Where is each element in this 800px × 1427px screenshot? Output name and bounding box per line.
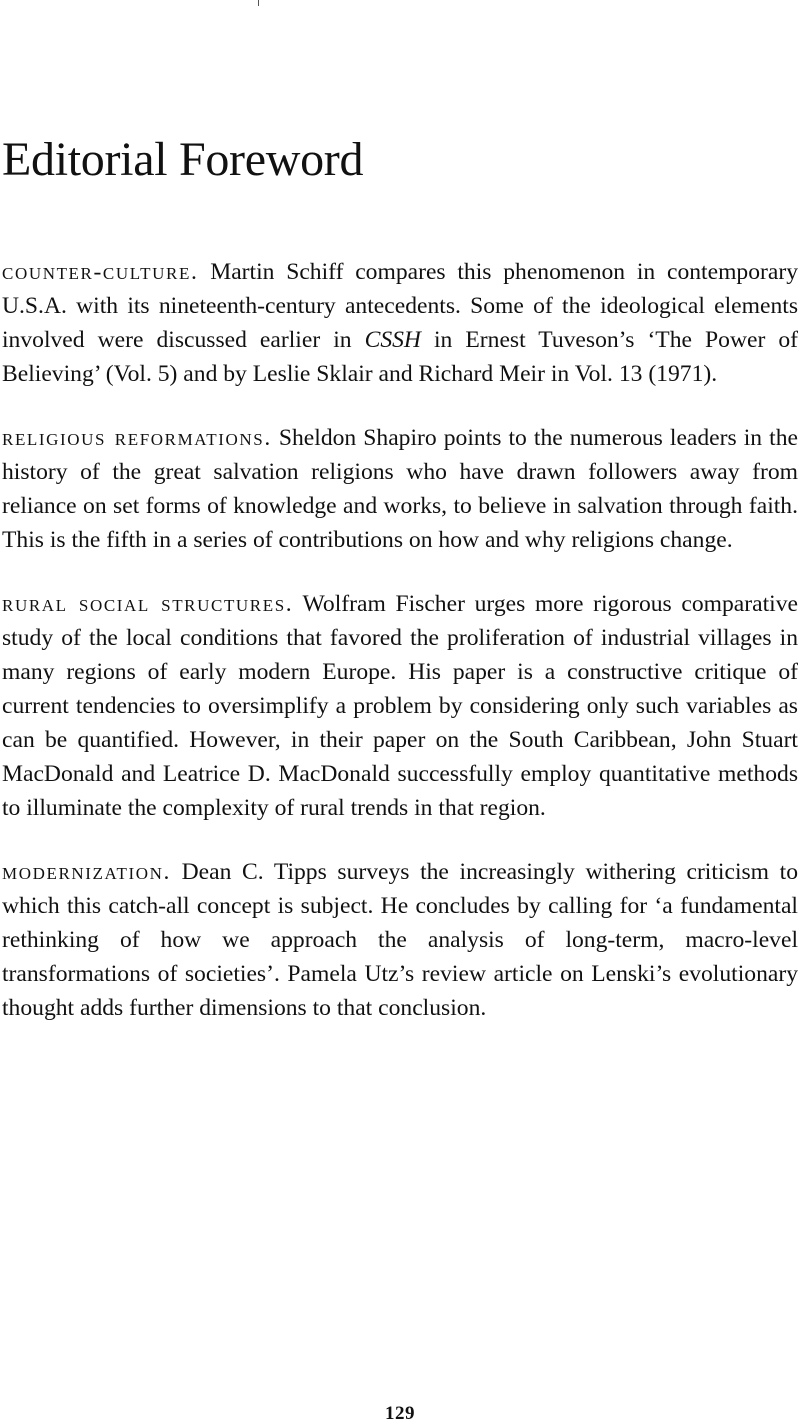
entry-heading: rural social structures.: [2, 591, 294, 617]
entry-religious-reformations: [2, 421, 798, 557]
entry-heading: modernization.: [2, 859, 172, 885]
entry-text: Sheldon Shapiro points to the numerous leaders in the history of the great salvation religions who have drawn followers away from reliance on set forms of knowledge and works, to believe in salvation through faith. This is the fifth in a series of contributions on how and why religions change.: [2, 425, 798, 553]
entry-text: Martin Schiff compares this phenomenon in contemporary U.S.A. with its nineteenth-century antecedents. Some of the ideological elements involved were discussed earlier in: [2, 259, 798, 353]
entry-modernization: [2, 855, 798, 1025]
entry-text-continued: in Ernest Tuveson’s ‘The Power of Believing’ (Vol. 5) and by Leslie Sklair and Richard Meir in Vol. 13 (1971).: [2, 327, 798, 387]
journal-abbreviation: CSSH: [364, 327, 421, 353]
foreword-body: [2, 255, 798, 1055]
page-number: 129: [385, 1403, 415, 1424]
page-title: Editorial Foreword: [2, 133, 364, 186]
entry-heading: religious reformations.: [2, 425, 272, 451]
entry-text: Dean C. Tipps surveys the increasingly withering criticism to which this catch-all concept is subject. He concludes by calling for ‘a fundamental rethinking of how we approach the analysis of long-term, macro-level transformations of societies’. Pamela Utz’s review article on Lenski’s evolutionary thought adds further dimensions to that conclusion.: [2, 859, 798, 1021]
entry-text: Wolfram Fischer urges more rigorous comparative study of the local conditions that favored the proliferation of industrial villages in many regions of early modern Europe. His paper is a constructive critique of current tendencies to oversimplify a problem by considering only such variables as can be quantified. However, in their paper on the South Caribbean, John Stuart MacDonald and Leatrice D. MacDonald successfully employ quantitative methods to illuminate the complexity of rural trends in that region.: [2, 591, 798, 821]
entry-heading: counter-culture.: [2, 259, 199, 285]
top-edge-mark: [258, 0, 259, 6]
entry-rural-social-structures: [2, 587, 798, 825]
entry-counter-culture: [2, 255, 798, 391]
